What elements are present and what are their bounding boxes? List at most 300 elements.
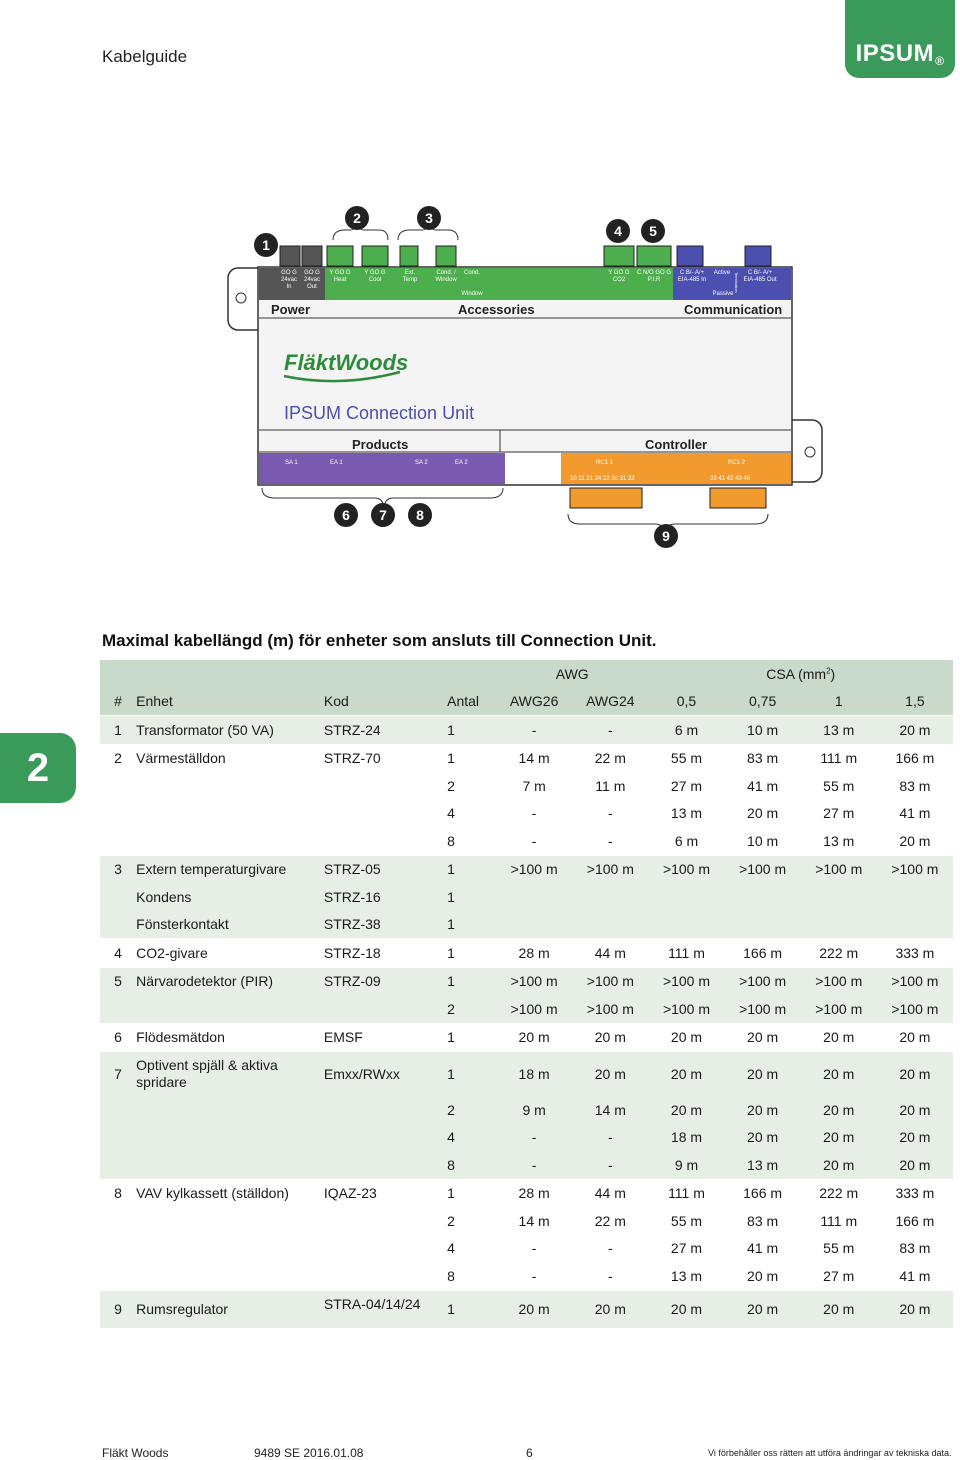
callout-4: 4 (606, 219, 630, 243)
logo-mark: ® (935, 54, 945, 68)
label-ext-temp: Ext. Temp (402, 270, 418, 283)
label-pins-2: 33 41 42 43 46 (710, 476, 751, 482)
table-cell: 222 m (801, 1179, 877, 1207)
table-cell: - (607, 1267, 613, 1284)
table-cell: 20 m (648, 1096, 724, 1124)
bar-controller: Controller (645, 437, 708, 452)
table-row (100, 1023, 953, 1052)
table-cell: 8 (427, 1151, 496, 1179)
table-row (100, 1290, 953, 1328)
table-cell: Kondens (136, 883, 324, 911)
table-row (100, 716, 953, 745)
table-cell: >100 m (801, 855, 877, 883)
table-cell: 6 m (648, 716, 724, 745)
table-cell: 20 m (801, 1124, 877, 1152)
table-cell: 111 m (648, 1179, 724, 1207)
table-cell (801, 911, 877, 939)
table-row (100, 855, 953, 883)
table-row (100, 1207, 953, 1235)
table-cell: 111 m (820, 1212, 858, 1229)
callout-2: 2 (345, 206, 369, 230)
table-cell: 5 (100, 967, 136, 995)
table-cell: 20 m (572, 1052, 648, 1097)
unit-name: IPSUM Connection Unit (284, 403, 475, 423)
table-cell (324, 827, 427, 855)
table-cell (324, 772, 427, 800)
table-cell (725, 883, 801, 911)
table-cell (572, 883, 648, 911)
group-header-awg: AWG (496, 660, 648, 688)
table-cell: - (496, 1124, 572, 1152)
table-cell: 20 m (725, 1023, 801, 1052)
table-cell (136, 1207, 324, 1235)
label-sa2: SA 2 (415, 460, 428, 466)
table-cell: >100 m (496, 995, 572, 1023)
table-header-row (100, 688, 953, 716)
label-passive: Passive (712, 291, 734, 297)
group-header-csa (648, 660, 953, 688)
table-cell: 166 m (725, 939, 801, 968)
table-cell: 20 m (877, 1023, 953, 1052)
table-cell: 20 m (877, 716, 953, 745)
table-cell (324, 1207, 427, 1235)
table-cell (100, 1096, 136, 1124)
table-cell: 20 m (496, 1290, 572, 1328)
table-body (100, 716, 953, 1329)
label-cond: Cond. (463, 270, 480, 276)
table-cell: >100 m (877, 995, 953, 1023)
table-cell (136, 1096, 324, 1124)
table-cell: 6 m (674, 832, 699, 849)
table-cell (877, 883, 953, 911)
table-cell (100, 1235, 136, 1263)
table-cell (324, 1151, 427, 1179)
table-cell: 28 m (496, 939, 572, 968)
table-cell (100, 772, 136, 800)
table-cell: >100 m (801, 995, 877, 1023)
table-cell (136, 995, 324, 1023)
table-cell: 20 m (725, 1290, 801, 1328)
table-cell: - (607, 832, 613, 849)
table-cell: - (531, 1240, 537, 1257)
table-header-cell: # (100, 688, 136, 716)
table-cell: STRZ-16 (324, 883, 427, 911)
table-cell: 166 m (877, 744, 953, 772)
table-cell: >100 m (572, 967, 648, 995)
table-cell (136, 772, 324, 800)
table-cell (324, 1235, 427, 1263)
table-cell (136, 1235, 324, 1263)
table-cell: 20 m (877, 1290, 953, 1328)
table-cell: 20 m (725, 1052, 801, 1097)
table-cell (725, 911, 801, 939)
table-cell (100, 1124, 136, 1152)
table-cell (496, 883, 572, 911)
table-cell: 20 m (899, 832, 931, 849)
callout-1: 1 (254, 233, 278, 257)
table-cell (648, 883, 724, 911)
table-row (100, 800, 953, 828)
table-cell: Optivent spjäll & aktiva spridare (136, 1052, 324, 1097)
table-cell: 20 m (648, 1052, 724, 1097)
table-cell: 7 (100, 1052, 136, 1097)
table-cell (324, 1124, 427, 1152)
table-cell: 11 m (595, 777, 626, 794)
table-cell: Värmeställdon (136, 744, 324, 772)
table-row (100, 1096, 953, 1124)
table-cell: 20 m (801, 1096, 877, 1124)
table-cell: - (496, 716, 572, 745)
table-cell: 1 (427, 744, 496, 772)
table-cell: 8 (100, 1179, 136, 1207)
label-ea2: EA 2 (455, 460, 468, 466)
chapter-tab: 2 (0, 733, 76, 803)
table-row (100, 911, 953, 939)
table-cell: 20 m (877, 1096, 953, 1124)
table-cell: 55 m (823, 777, 855, 794)
table-cell: 6 (100, 1023, 136, 1052)
footer-company: Fläkt Woods (102, 1446, 169, 1460)
callout-8: 8 (408, 503, 432, 527)
csa-end: ) (830, 665, 836, 682)
table-cell: 27 m (670, 777, 703, 794)
table-cell: STRZ-38 (324, 911, 427, 939)
table-cell: 55 m (823, 1240, 855, 1257)
table-cell: >100 m (725, 995, 801, 1023)
table-row (100, 939, 953, 968)
table-cell: 2 (427, 995, 496, 1023)
table-cell: 1 (427, 1290, 496, 1328)
table-cell: Emxx/RWxx (324, 1052, 427, 1097)
table-cell: >100 m (572, 855, 648, 883)
table-cell: 1 (427, 716, 496, 745)
table-cell: 8 (447, 1267, 455, 1284)
table-cell: VAV kylkassett (ställdon) (136, 1179, 324, 1207)
table-cell: 83 m (725, 744, 801, 772)
table-cell: 20 m (725, 1124, 801, 1152)
table-cell: 20 m (801, 1151, 877, 1179)
table-cell: >100 m (496, 967, 572, 995)
table-cell: >100 m (877, 855, 953, 883)
table-cell (136, 1151, 324, 1179)
label-active: Active (713, 270, 731, 276)
label-eia-out: C B/- A/+ EIA-485 Out (743, 270, 777, 283)
table-cell: 4 (447, 1240, 455, 1257)
table-cell: 13 m (801, 716, 877, 745)
bar-power: Power (271, 302, 311, 317)
table-cell (324, 1096, 427, 1124)
footer-page: 6 (526, 1446, 533, 1460)
flaktwoods-logo: FläktWoods (284, 350, 409, 375)
table-cell: Transformator (50 VA) (136, 716, 324, 745)
table-cell: 10 m (725, 716, 801, 745)
table-cell (100, 911, 136, 939)
callout-7: 7 (371, 503, 395, 527)
table-cell (100, 1151, 136, 1179)
table-cell: 28 m (496, 1179, 572, 1207)
label-termination: Termination (734, 272, 739, 293)
table-cell: 4 (427, 1124, 496, 1152)
table-cell: 55 m (670, 1212, 703, 1229)
table-header-cell: AWG26 (496, 688, 572, 716)
table-cell (648, 911, 724, 939)
table-cell: >100 m (648, 967, 724, 995)
table-cell: 2 (447, 777, 455, 794)
table-cell (136, 827, 324, 855)
table-cell: 27 m (823, 805, 855, 822)
bar-products: Products (352, 437, 409, 452)
table-row (100, 1124, 953, 1152)
table-cell: 83 m (747, 1212, 779, 1229)
table-cell: >100 m (648, 855, 724, 883)
table-cell: 111 m (801, 744, 877, 772)
section-title: Maximal kabellängd (m) för enheter som ansluts till Connection Unit. (102, 631, 657, 650)
table-cell: 7 m (522, 777, 546, 794)
label-pir: C N/O GO G P.I.R (636, 270, 671, 283)
label-cond-window: Cond. / Window (435, 270, 457, 283)
table-cell: >100 m (877, 967, 953, 995)
table-header-cell: AWG24 (572, 688, 648, 716)
table-cell: 13 m (823, 832, 855, 849)
table-cell: >100 m (648, 995, 724, 1023)
label-sa1: SA 1 (285, 460, 298, 466)
table-cell: Fönsterkontakt (136, 911, 324, 939)
table-cell (100, 800, 136, 828)
table-cell: 20 m (877, 1052, 953, 1097)
table-row (100, 967, 953, 995)
table-cell: 13 m (725, 1151, 801, 1179)
table-cell: 41 m (747, 777, 779, 794)
table-cell (100, 1262, 136, 1290)
table-cell: 10 m (747, 832, 779, 849)
table-cell: 55 m (648, 744, 724, 772)
table-cell: 18 m (496, 1052, 572, 1097)
table-cell: 111 m (648, 939, 724, 968)
table-cell (877, 911, 953, 939)
table-cell: STRZ-18 (324, 939, 427, 968)
table-header-cell: Enhet (136, 688, 324, 716)
table-cell: 1 (427, 883, 496, 911)
label-power-in: GO G 24vac In (280, 270, 297, 290)
table-cell: 1 (427, 939, 496, 968)
table-cell: - (607, 805, 613, 822)
table-cell: Flödesmätdon (136, 1023, 324, 1052)
table-cell: 166 m (725, 1179, 801, 1207)
table-cell: 20 m (801, 1290, 877, 1328)
label-power-out: GO G 24vac Out (303, 270, 320, 290)
table-cell (324, 1262, 427, 1290)
table-cell (324, 995, 427, 1023)
table-row (100, 995, 953, 1023)
callout-5: 5 (641, 219, 665, 243)
table-cell: 9 m (648, 1151, 724, 1179)
csa-sup: 2 (826, 666, 831, 676)
table-cell (100, 883, 136, 911)
callout-3: 3 (417, 206, 441, 230)
table-row (100, 1262, 953, 1290)
table-row (100, 744, 953, 772)
table-cell: 1 (427, 1179, 496, 1207)
table-cell (100, 827, 136, 855)
table-cell: - (531, 832, 537, 849)
table-cell: 9 m (496, 1096, 572, 1124)
table-cell: Rumsregulator (136, 1290, 324, 1328)
table-cell: 20 m (725, 1096, 801, 1124)
table-cell: 13 m (670, 805, 703, 822)
bar-communication: Communication (684, 302, 783, 317)
table-cell: 20 m (801, 1023, 877, 1052)
table-cell (100, 1207, 136, 1235)
table-cell: Extern temperaturgivare (136, 855, 324, 883)
table-cell (572, 911, 648, 939)
table-cell: - (531, 805, 537, 822)
table-header-cell: Kod (324, 688, 427, 716)
csa-text: CSA (mm (766, 665, 827, 682)
table-cell: 41 m (747, 1240, 779, 1257)
table-cell: 222 m (801, 939, 877, 968)
table-cell: - (572, 716, 648, 745)
table-cell: 20 m (572, 1290, 648, 1328)
table-header-cell: 1,5 (877, 688, 953, 716)
device-outline (0, 0, 960, 600)
table-group-header-row (100, 660, 953, 688)
table-cell: >100 m (496, 855, 572, 883)
table-header-cell: Antal (427, 688, 496, 716)
label-cool: Y GO G Cool (364, 270, 386, 283)
callout-6: 6 (334, 503, 358, 527)
table-cell: 22 m (594, 1212, 626, 1229)
table-cell: CO2-givare (136, 939, 324, 968)
table-cell: STRA-04/14/24 (324, 1290, 427, 1328)
table-cell (136, 1124, 324, 1152)
table-cell: - (531, 1267, 537, 1284)
table-cell: 1 (427, 911, 496, 939)
table-row (100, 1235, 953, 1263)
table-header-cell: 1 (801, 688, 877, 716)
table-cell: 27 m (670, 1240, 703, 1257)
callout-9: 9 (654, 524, 678, 548)
table-cell: 333 m (877, 939, 953, 968)
table-header-cell: 0,5 (648, 688, 724, 716)
label-window: Window (461, 291, 483, 297)
label-co2: Y GO G CO2 (608, 270, 630, 283)
table-cell: 1 (100, 716, 136, 745)
label-rc12: RC1 2 (728, 460, 746, 466)
table-cell: 20 m (747, 805, 779, 822)
label-heat: Y GO G Heat (329, 270, 351, 283)
table-cell: 44 m (572, 1179, 648, 1207)
footer-disclaimer: Vi förbehåller oss rätten att utföra ändringar av tekniska data. (708, 1448, 952, 1458)
table-cell: 83 m (899, 777, 931, 794)
table-cell: Närvarodetektor (PIR) (136, 967, 324, 995)
table-cell: 20 m (648, 1023, 724, 1052)
table-cell: STRZ-09 (324, 967, 427, 995)
table-cell: 9 (100, 1290, 136, 1328)
table-cell: 20 m (877, 1151, 953, 1179)
table-cell: STRZ-70 (324, 744, 427, 772)
table-row (100, 772, 953, 800)
table-cell: - (572, 1151, 648, 1179)
table-cell: 14 m (518, 1212, 550, 1229)
table-cell: - (607, 1240, 613, 1257)
label-ea1: EA 1 (330, 460, 343, 466)
table-cell: 20 m (747, 1267, 779, 1284)
table-cell: 333 m (877, 1179, 953, 1207)
table-cell: >100 m (801, 967, 877, 995)
table-cell: 2 (447, 1212, 455, 1229)
table-cell: 83 m (899, 1240, 931, 1257)
label-pins-1: 10 11 21 24 22 30 31 32 (570, 476, 635, 482)
table-cell: 4 (447, 805, 455, 822)
page-header-title: Kabelguide (102, 47, 188, 66)
table-cell: 8 (447, 832, 455, 849)
table-cell: IQAZ-23 (324, 1179, 427, 1207)
table-cell: 14 m (496, 744, 572, 772)
table-row (100, 883, 953, 911)
table-cell: 3 (100, 855, 136, 883)
table-cell: 27 m (823, 1267, 855, 1284)
table-cell: >100 m (725, 855, 801, 883)
table-cell: 2 (427, 1096, 496, 1124)
table-cell: 20 m (496, 1023, 572, 1052)
table-cell: 1 (427, 855, 496, 883)
table-row (100, 1151, 953, 1179)
table-cell (496, 911, 572, 939)
label-eia-in: C B/- A/+ EIA-485 In (677, 270, 707, 283)
label-rc11: RC1 1 (596, 460, 614, 466)
table-cell: - (572, 1124, 648, 1152)
table-cell: 41 m (899, 1267, 931, 1284)
table-row (100, 827, 953, 855)
bar-accessories: Accessories (458, 302, 535, 317)
table-cell (136, 1262, 324, 1290)
table-cell (136, 800, 324, 828)
table-cell: 20 m (572, 1023, 648, 1052)
table-cell: STRZ-05 (324, 855, 427, 883)
connection-unit-diagram (0, 0, 960, 600)
table-cell: - (496, 1151, 572, 1179)
table-row (100, 1179, 953, 1207)
cable-length-table (100, 660, 953, 1328)
table-row (100, 1052, 953, 1097)
table-cell: 20 m (801, 1052, 877, 1097)
table-cell: 22 m (572, 744, 648, 772)
table-cell: >100 m (725, 967, 801, 995)
table-cell: 41 m (899, 805, 931, 822)
footer-doc: 9489 SE 2016.01.08 (254, 1446, 364, 1460)
table-cell: 1 (427, 1052, 496, 1097)
table-cell: 4 (100, 939, 136, 968)
table-cell: 20 m (877, 1124, 953, 1152)
table-cell: 1 (427, 1023, 496, 1052)
table-cell: STRZ-24 (324, 716, 427, 745)
table-cell (801, 883, 877, 911)
table-cell: 44 m (572, 939, 648, 968)
table-cell: 2 (100, 744, 136, 772)
table-cell: 13 m (670, 1267, 703, 1284)
table-cell: EMSF (324, 1023, 427, 1052)
table-cell: 1 (427, 967, 496, 995)
table-cell: 18 m (648, 1124, 724, 1152)
table-header-cell: 0,75 (725, 688, 801, 716)
table-cell (324, 800, 427, 828)
table-cell: 166 m (895, 1212, 935, 1229)
table-cell: 14 m (572, 1096, 648, 1124)
table-cell: 20 m (648, 1290, 724, 1328)
table-cell: >100 m (572, 995, 648, 1023)
table-cell (100, 995, 136, 1023)
logo-text: IPSUM (855, 40, 935, 67)
